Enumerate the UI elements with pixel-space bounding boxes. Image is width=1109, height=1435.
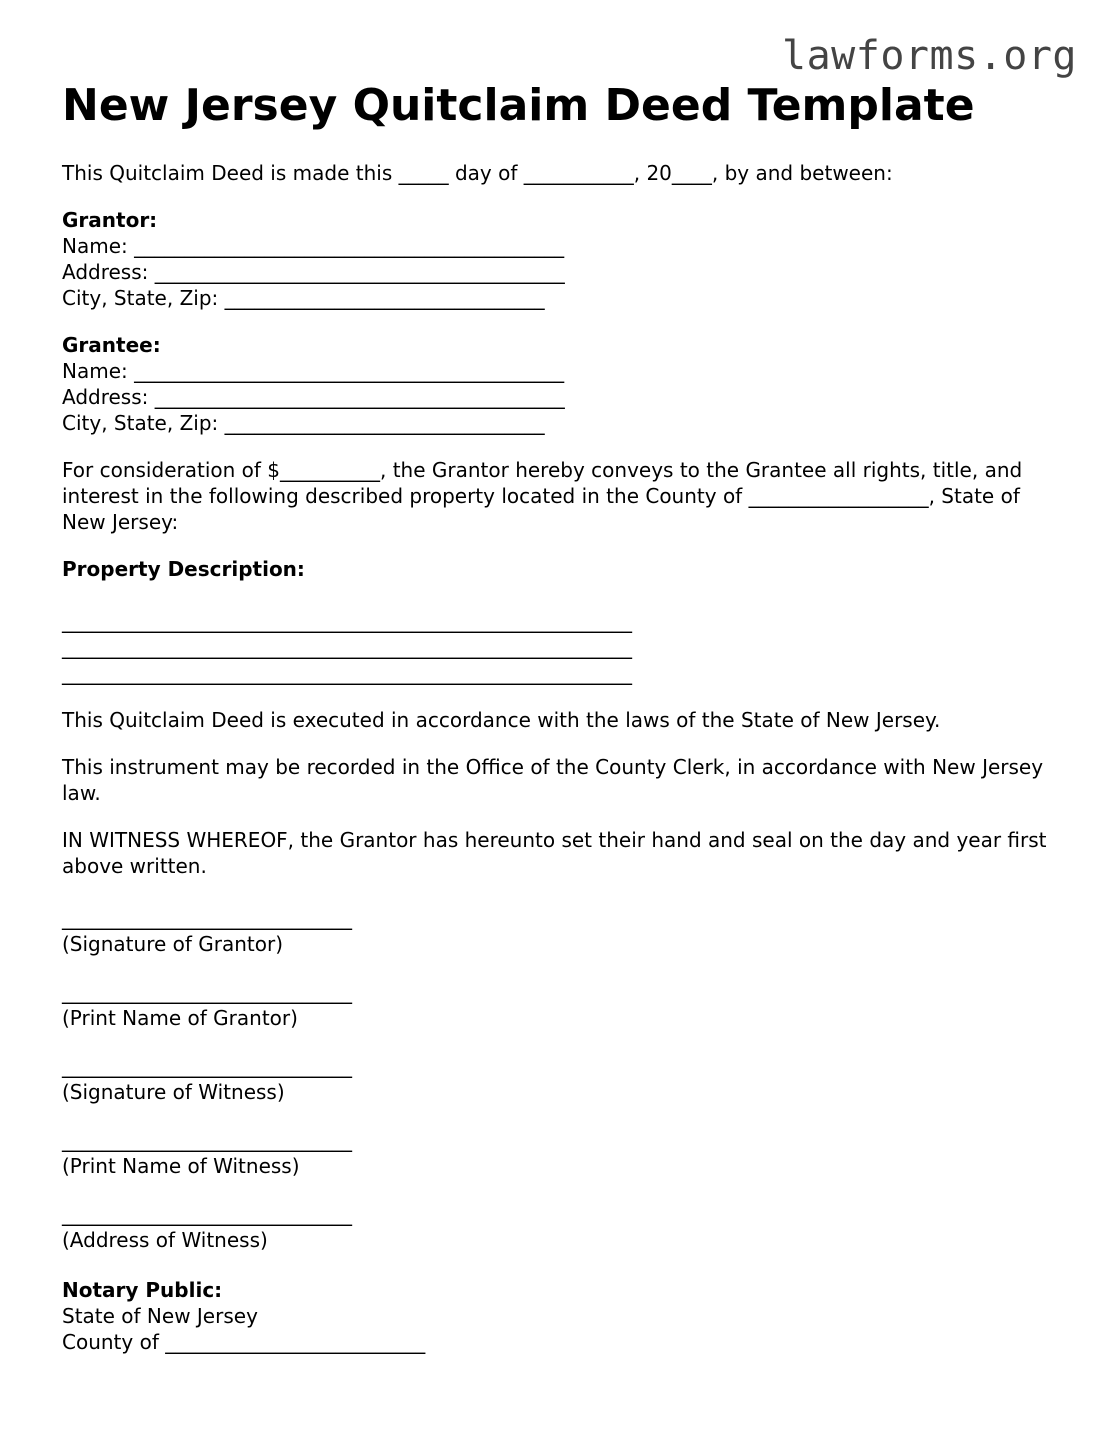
property-line[interactable]: _________________________________________________________ <box>62 609 632 633</box>
site-watermark: lawforms.org <box>782 33 1077 79</box>
intro-paragraph: This Quitclaim Deed is made this _____ day of ___________, 20____, by and between: <box>62 161 893 185</box>
document-page <box>62 80 1062 1355</box>
executed-paragraph: This Quitclaim Deed is executed in accordance with the laws of the State of New Jersey. <box>62 708 941 732</box>
grantor-address-field[interactable]: Address: _________________________________________ <box>62 260 565 284</box>
notary-county-field[interactable]: County of __________________________ <box>62 1330 426 1354</box>
signature-line[interactable]: _____________________________ <box>62 1054 352 1078</box>
grantor-heading: Grantor: <box>62 208 158 232</box>
signature-label: (Print Name of Grantor) <box>62 1006 298 1030</box>
signature-label: (Print Name of Witness) <box>62 1154 300 1178</box>
grantee-name-field[interactable]: Name: ___________________________________________ <box>62 359 565 383</box>
notary-state: State of New Jersey <box>62 1304 258 1328</box>
signature-label: (Signature of Grantor) <box>62 932 284 956</box>
signature-line[interactable]: _____________________________ <box>62 1202 352 1226</box>
consideration-paragraph: For consideration of $__________, the Grantor hereby conveys to the Grantee all rights, title, and interest in the following described property located in the County of __________________, State of New Jersey: <box>62 458 1023 534</box>
page-title: New Jersey Quitclaim Deed Template <box>62 80 975 131</box>
grantor-city-field[interactable]: City, State, Zip: ________________________________ <box>62 286 545 310</box>
signature-line[interactable]: _____________________________ <box>62 980 352 1004</box>
signature-label: (Signature of Witness) <box>62 1080 285 1104</box>
witness-clause-paragraph: IN WITNESS WHEREOF, the Grantor has hereunto set their hand and seal on the day and year first above written. <box>62 828 1047 878</box>
signature-witness <box>62 1053 1062 1105</box>
property-description-lines <box>62 608 1062 686</box>
address-witness <box>62 1201 1062 1253</box>
property-line[interactable]: _________________________________________________________ <box>62 635 632 659</box>
property-description-section <box>62 556 1062 686</box>
grantee-section <box>62 332 1062 436</box>
signature-label: (Address of Witness) <box>62 1228 268 1252</box>
grantor-name-field[interactable]: Name: ___________________________________________ <box>62 234 565 258</box>
notary-heading: Notary Public: <box>62 1278 223 1302</box>
signature-line[interactable]: _____________________________ <box>62 1128 352 1152</box>
print-name-grantor <box>62 979 1062 1031</box>
grantee-address-field[interactable]: Address: _________________________________________ <box>62 385 565 409</box>
signature-grantor <box>62 905 1062 957</box>
grantee-city-field[interactable]: City, State, Zip: ________________________________ <box>62 411 545 435</box>
grantor-section <box>62 207 1062 311</box>
property-line[interactable]: _________________________________________________________ <box>62 661 632 685</box>
signature-line[interactable]: _____________________________ <box>62 906 352 930</box>
property-description-heading: Property Description: <box>62 557 305 581</box>
print-name-witness <box>62 1127 1062 1179</box>
grantee-heading: Grantee: <box>62 333 161 357</box>
notary-section <box>62 1277 1062 1355</box>
recorded-paragraph: This instrument may be recorded in the Office of the County Clerk, in accordance with New Jersey law. <box>62 755 1044 805</box>
